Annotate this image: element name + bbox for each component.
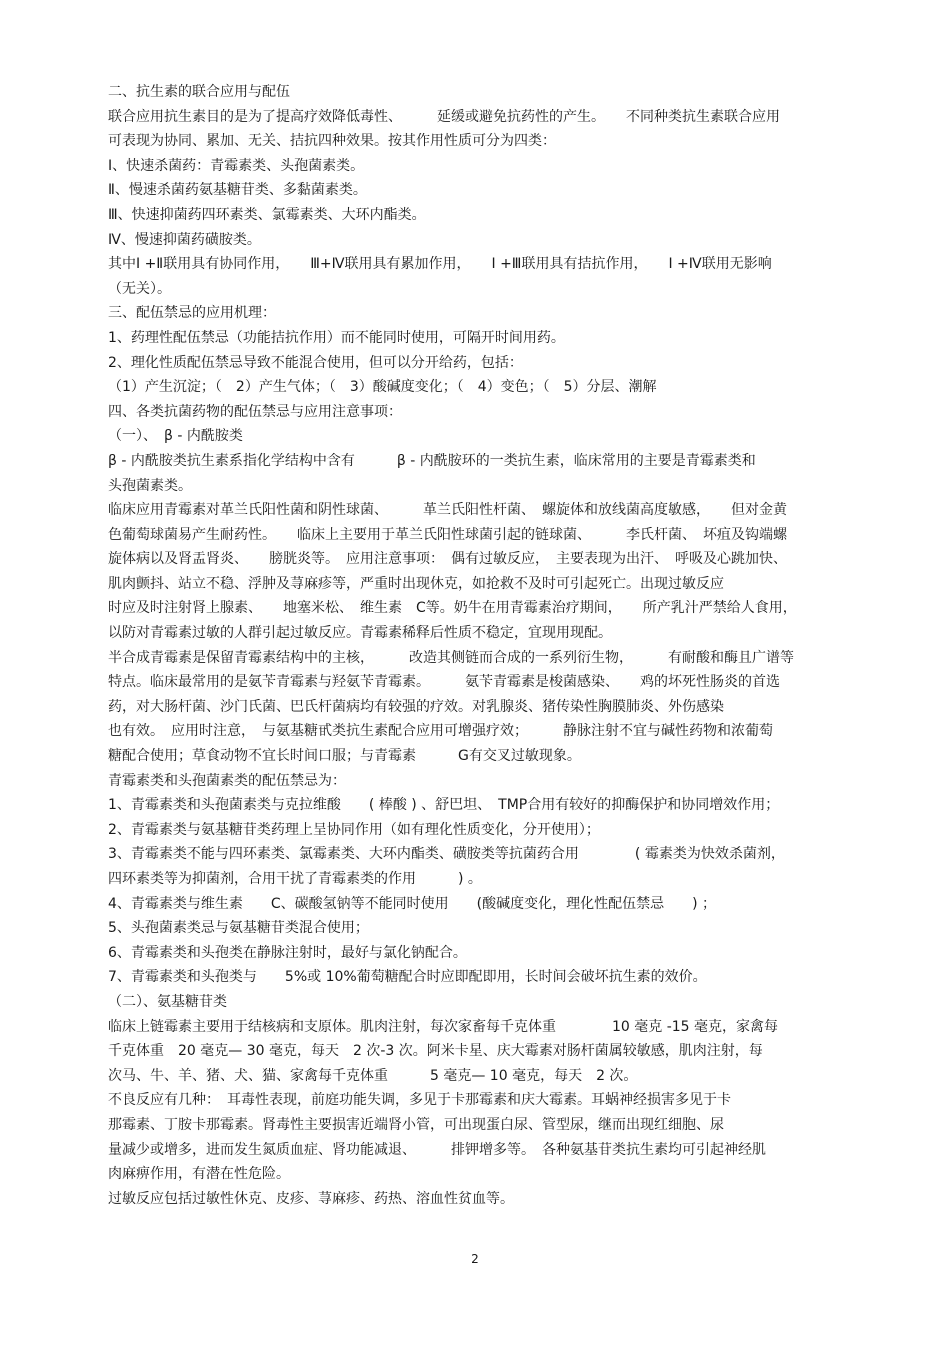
- text-line: 5、头孢菌素类忌与氨基糖苷类混合使用；: [108, 920, 369, 937]
- text-line: （二）、氨基糖苷类: [108, 993, 227, 1010]
- text-line: 青霉素类和头孢菌素类的配伍禁忌为：: [108, 772, 346, 789]
- text-line: 糖配合使用；草食动物不宜长时间口服；与青霉素 G有交叉过敏现象。: [108, 748, 581, 765]
- text-line: 2、青霉素类与氨基糖苷类药理上呈协同作用（如有理化性质变化，分开使用）；: [108, 821, 600, 838]
- text-line: （一）、 β - 内酰胺类: [108, 428, 243, 445]
- text-line: 以防对青霉素过敏的人群引起过敏反应。青霉素稀释后性质不稳定，宜现用现配。: [108, 625, 612, 642]
- text-line: 1、药理性配伍禁忌（功能拮抗作用）而不能同时使用，可隔开时间用药。: [108, 329, 565, 346]
- text-line: 特点。临床最常用的是氨苄青霉素与羟氨苄青霉素。 氨苄青霉素是梭菌感染、 鸡的坏死性肠炎的首选: [108, 674, 780, 691]
- text-line: 临床应用青霉素对革兰氏阳性菌和阴性球菌、 革兰氏阳性杆菌、 螺旋体和放线菌高度敏感， 但对金黄: [108, 502, 787, 519]
- text-line: 联合应用抗生素目的是为了提高疗效降低毒性、 延缓或避免抗药性的产生。 不同种类抗生素联合应用: [108, 108, 780, 125]
- text-line: 色葡萄球菌易产生耐药性。 临床上主要用于革兰氏阳性球菌引起的链球菌、 李氏杆菌、 坏疽及钩端螺: [108, 526, 787, 543]
- text-line: 药，对大肠杆菌、沙门氏菌、巴氏杆菌病均有较强的疗效。对乳腺炎、猪传染性胸膜肺炎、外伤感染: [108, 698, 724, 715]
- text-line: Ⅱ、慢速杀菌药氨基糖苷类、多黏菌素类。: [108, 182, 367, 199]
- text-line: 肌肉颤抖、站立不稳、浮肿及荨麻疹等，严重时出现休克，如抢救不及时可引起死亡。出现过敏反应: [108, 575, 724, 592]
- text-line: 旋体病以及肾盂肾炎、 膀胱炎等。 应用注意事项： 偶有过敏反应， 主要表现为出汗、 呼吸及心跳加快、: [108, 551, 787, 568]
- page-number: 2: [471, 1252, 479, 1266]
- text-line: 临床上链霉素主要用于结核病和支原体。肌肉注射，每次家畜每千克体重 10 毫克 -15 毫克，家禽每: [108, 1018, 779, 1035]
- text-line: 时应及时注射肾上腺素、 地塞米松、 维生素 C等。奶牛在用青霉素治疗期间， 所产乳汁严禁给人食用，: [108, 600, 797, 617]
- text-line: 7、青霉素类和头孢类与 5%或 10%葡萄糖配合时应即配即用，长时间会破坏抗生素的效价。: [108, 969, 707, 986]
- text-line: 4、青霉素类与维生素 C、碳酸氢钠等不能同时使用 (酸碱度变化，理化性配伍禁忌 ) ；: [108, 895, 717, 912]
- text-line: 半合成青霉素是保留青霉素结构中的主核， 改造其侧链而合成的一系列衍生物， 有耐酸和酶且广谱等: [108, 649, 794, 666]
- text-line: 不良反应有几种： 耳毒性表现，前庭功能失调，多见于卡那霉素和庆大霉素。耳蜗神经损害多见于卡: [108, 1092, 731, 1109]
- text-line: 头孢菌素类。: [108, 477, 192, 494]
- text-line: 1、青霉素类和头孢菌素类与克拉维酸 ( 棒酸 ) 、舒巴坦、 TMP合用有较好的抑酶保护和协同增效作用；: [108, 797, 780, 814]
- text-line: Ⅳ、慢速抑菌药磺胺类。: [108, 231, 261, 248]
- text-line: 四环素类等为抑菌剂，合用干扰了青霉素类的作用 ) 。: [108, 871, 482, 887]
- text-line: 次马、牛、羊、猪、犬、猫、家禽每千克体重 5 毫克— 10 毫克，每天 2 次。: [108, 1067, 638, 1084]
- text-line: 其中Ⅰ +Ⅱ联用具有协同作用， Ⅲ+Ⅳ联用具有累加作用， Ⅰ +Ⅲ联用具有拮抗作用， Ⅰ +Ⅳ联用无影响: [108, 256, 772, 273]
- text-line: 二、抗生素的联合应用与配伍: [108, 84, 290, 100]
- text-line: 过敏反应包括过敏性休克、皮疹、荨麻疹、药热、溶血性贫血等。: [108, 1190, 514, 1207]
- text-line: （无关）。: [108, 280, 171, 297]
- document-body: [108, 80, 838, 1211]
- text-line: （1）产生沉淀；（ 2）产生气体；（ 3）酸碱度变化；（ 4）变色；（ 5）分层、潮解: [108, 379, 657, 396]
- text-line: 千克体重 20 毫克— 30 毫克，每天 2 次-3 次。阿米卡星、庆大霉素对肠杆菌属较敏感，肌肉注射，每: [108, 1043, 763, 1060]
- text-line: 3、青霉素类不能与四环素类、氯霉素类、大环内酯类、磺胺类等抗菌药合用 ( 霉素类为快效杀菌剂，: [108, 846, 785, 863]
- text-line: 四、各类抗菌药物的配伍禁忌与应用注意事项：: [108, 403, 402, 420]
- text-line: 2、理化性质配伍禁忌导致不能混合使用，但可以分开给药，包括：: [108, 354, 523, 371]
- text-line: 那霉素、丁胺卡那霉素。肾毒性主要损害近端肾小管，可出现蛋白尿、管型尿，继而出现红细胞、尿: [108, 1116, 724, 1133]
- text-line: β - 内酰胺类抗生素系指化学结构中含有 β - 内酰胺环的一类抗生素，临床常用的主要是青霉素类和: [108, 452, 756, 469]
- text-line: Ⅰ、快速杀菌药：青霉素类、头孢菌素类。: [108, 157, 365, 174]
- text-line: 量减少或增多，进而发生氮质血症、肾功能减退、 排钾增多等。 各种氨基苷类抗生素均可引起神经肌: [108, 1141, 766, 1158]
- text-line: Ⅲ、快速抑菌药四环素类、氯霉素类、大环内酯类。: [108, 206, 426, 223]
- text-line: 6、青霉素类和头孢类在静脉注射时，最好与氯化钠配合。: [108, 944, 467, 961]
- text-line: 肉麻痹作用，有潜在性危险。: [108, 1166, 290, 1183]
- text-line: 三、配伍禁忌的应用机理：: [108, 305, 276, 322]
- text-line: 可表现为协同、累加、无关、拮抗四种效果。按其作用性质可分为四类：: [108, 133, 556, 150]
- text-line: 也有效。 应用时注意， 与氨基糖甙类抗生素配合应用可增强疗效； 静脉注射不宜与碱性药物和浓葡萄: [108, 723, 773, 740]
